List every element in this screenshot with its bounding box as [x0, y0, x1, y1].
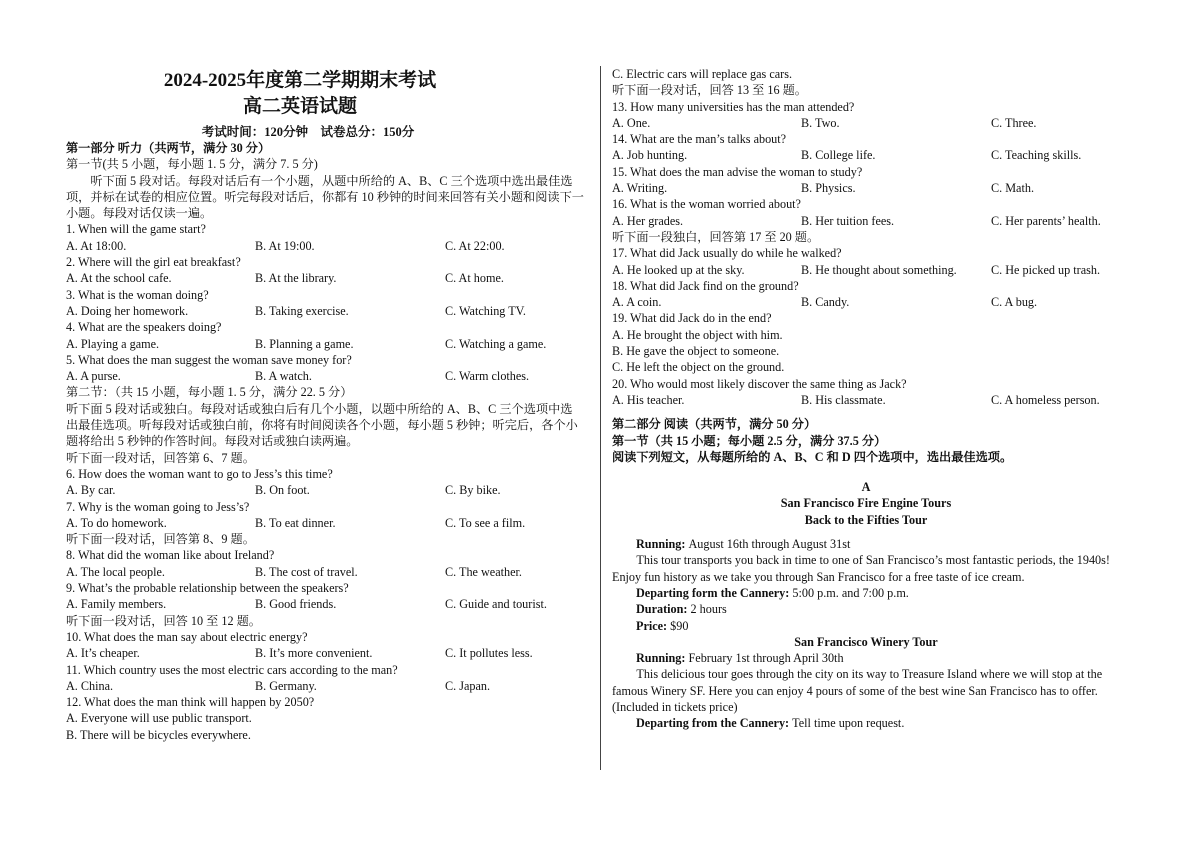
departing-value: 5:00 p.m. and 7:00 p.m.	[792, 585, 909, 600]
option-c: C. Teaching skills.	[991, 148, 1082, 163]
right-column	[612, 66, 1120, 732]
option-b: B. Her tuition fees.	[801, 213, 895, 228]
option-a: A. One.	[612, 115, 651, 130]
option-a: A. Writing.	[612, 181, 668, 196]
options-18	[612, 294, 1120, 310]
option-b: B. He gave the object to someone.	[612, 344, 780, 359]
option-c: C. Watching a game.	[445, 336, 547, 351]
option-c: C. Math.	[991, 181, 1034, 196]
option-b: B. Taking exercise.	[255, 303, 349, 318]
option-c: C. At 22:00.	[445, 238, 505, 253]
options-16	[612, 213, 1120, 229]
option-a: A. He looked up at the sky.	[612, 262, 745, 277]
option-b: B. Germany.	[255, 678, 317, 693]
question-8: 8. What did the woman like about Ireland?	[66, 548, 275, 563]
departing-label: Departing from the Cannery:	[636, 716, 790, 731]
options-10	[66, 645, 590, 661]
option-c: C. Watching TV.	[445, 303, 526, 318]
option-a: A. Job hunting.	[612, 148, 688, 163]
question-11: 11. Which country uses the most electric cars according to the man?	[66, 662, 398, 677]
option-a: A. A coin.	[612, 295, 662, 310]
option-a: A. Doing her homework.	[66, 303, 189, 318]
question-13: 13. How many universities has the man attended?	[612, 99, 855, 114]
part2-section1-heading: 第一节（共 15 小题；每小题 2.5 分，满分 37.5 分）	[612, 433, 887, 448]
option-c: C. A homeless person.	[991, 392, 1100, 407]
option-a: A. By car.	[66, 483, 116, 498]
options-13	[612, 115, 1120, 131]
option-b: B. There will be bicycles everywhere.	[66, 727, 251, 742]
option-a: A. At 18:00.	[66, 238, 127, 253]
option-b: B. Physics.	[801, 181, 856, 196]
option-b: B. At the library.	[255, 271, 337, 286]
running-value: August 16th through August 31st	[688, 537, 851, 552]
option-a: A. Her grades.	[612, 213, 684, 228]
exam-title: 2024-2025年度第二学期期末考试	[163, 70, 437, 91]
option-b: B. On foot.	[255, 483, 310, 498]
tour1-running	[612, 536, 1120, 552]
option-a: A. To do homework.	[66, 515, 167, 530]
section2-instructions-a: 听下面 5 段对话或独白。每段对话或独白后有几个小题，以题中所给的 A、B、C 三个选项中选	[66, 401, 573, 416]
tour2-departing	[612, 715, 1120, 731]
options-17	[612, 262, 1120, 278]
option-a: A. His teacher.	[612, 392, 685, 407]
tour2-description: This delicious tour goes through the city on its way to Treasure Island where we will stop at the famous Winery SF. Here you can enjoy 4 pours of some of the best wine San Francisco has to offer. (Included in tickets price)	[612, 667, 1103, 714]
directions-13-16: 听下面一段对话，回答 13 至 16 题。	[612, 83, 807, 98]
directions-6-7: 听下面一段对话，回答第 6、7 题。	[66, 450, 255, 465]
tour2-name: San Francisco Winery Tour	[794, 634, 938, 649]
question-6: 6. How does the woman want to go to Jess’s this time?	[66, 466, 333, 481]
question-10: 10. What does the man say about electric energy?	[66, 629, 308, 644]
duration-value: 2 hours	[690, 602, 727, 617]
section1-heading: 第一节(共 5 小题，每小题 1. 5 分，满分 7. 5 分)	[66, 157, 318, 172]
option-a: A. Everyone will use public transport.	[66, 711, 252, 726]
passage-letter: A	[861, 480, 871, 495]
departing-label: Departing form the Cannery:	[636, 585, 790, 600]
option-a: A. He brought the object with him.	[612, 327, 783, 342]
option-b: B. It’s more convenient.	[255, 646, 373, 661]
options-7	[66, 515, 590, 531]
price-value: $90	[670, 618, 689, 633]
question-7: 7. Why is the woman going to Jess’s?	[66, 499, 250, 514]
question-16: 16. What is the woman worried about?	[612, 197, 801, 212]
option-c: C. Three.	[991, 115, 1037, 130]
option-a: A. A purse.	[66, 369, 121, 384]
option-c: C. A bug.	[991, 295, 1038, 310]
option-b: B. College life.	[801, 148, 876, 163]
options-20	[612, 392, 1120, 408]
option-c: C. To see a film.	[445, 515, 526, 530]
options-15	[612, 180, 1120, 196]
question-14: 14. What are the man’s talks about?	[612, 132, 787, 147]
part2-instructions: 阅读下列短文，从每题所给的 A、B、C 和 D 四个选项中，选出最佳选项。	[612, 449, 1013, 464]
tour1-description: This tour transports you back in time to one of San Francisco’s most fantastic periods, the 1940s! Enjoy fun history as we take you through San Francisco for a free taste of ice cream.	[612, 553, 1110, 584]
question-12: 12. What does the man think will happen by 2050?	[66, 695, 315, 710]
option-a: A. At the school cafe.	[66, 271, 172, 286]
section2-heading: 第二节：（共 15 小题，每小题 1. 5 分，满分 22. 5 分）	[66, 385, 353, 400]
options-11	[66, 678, 590, 694]
duration-label: Duration:	[636, 602, 688, 617]
question-15: 15. What does the man advise the woman to study?	[612, 164, 863, 179]
question-18: 18. What did Jack find on the ground?	[612, 278, 799, 293]
running-label: Running:	[636, 537, 686, 552]
options-14	[612, 147, 1120, 163]
option-a: A. The local people.	[66, 564, 165, 579]
option-b: B. Candy.	[801, 295, 850, 310]
options-9	[66, 596, 590, 612]
options-4	[66, 336, 590, 352]
tour1-departing	[612, 585, 1120, 601]
part1-heading: 第一部分 听力（共两节，满分 30 分）	[66, 141, 271, 155]
exam-meta: 考试时间：120分钟 试卷总分：150分	[201, 125, 415, 139]
directions-8-9: 听下面一段对话，回答第 8、9 题。	[66, 532, 255, 547]
question-20: 20. Who would most likely discover the same thing as Jack?	[612, 376, 907, 391]
spacer	[612, 465, 1120, 479]
option-c: C. Guide and tourist.	[445, 597, 547, 612]
price-label: Price:	[636, 618, 668, 633]
option-b: B. The cost of travel.	[255, 564, 358, 579]
directions-10-12: 听下面一段对话，回答 10 至 12 题。	[66, 613, 261, 628]
question-1: 1. When will the game start?	[66, 222, 206, 237]
option-c: C. He left the object on the ground.	[612, 360, 785, 375]
tour1-name: Back to the Fifties Tour	[804, 512, 928, 527]
options-1	[66, 238, 590, 254]
question-3: 3. What is the woman doing?	[66, 287, 209, 302]
option-c: C. Her parents’ health.	[991, 213, 1101, 228]
option-b: B. To eat dinner.	[255, 515, 336, 530]
option-b: B. His classmate.	[801, 392, 886, 407]
option-c: C. By bike.	[445, 483, 501, 498]
running-label: Running:	[636, 651, 686, 666]
option-b: B. At 19:00.	[255, 238, 315, 253]
options-5	[66, 368, 590, 384]
option-b: B. Good friends.	[255, 597, 337, 612]
spacer	[612, 408, 1120, 416]
running-value: February 1st through April 30th	[688, 651, 844, 666]
option-b: B. Planning a game.	[255, 336, 354, 351]
option-c: C. Japan.	[445, 678, 491, 693]
option-c: C. He picked up trash.	[991, 262, 1100, 277]
option-a: A. China.	[66, 678, 114, 693]
tour1-duration	[612, 601, 1120, 617]
question-19: 19. What did Jack do in the end?	[612, 311, 772, 326]
option-c: C. The weather.	[445, 564, 522, 579]
directions-17-20: 听下面一段独白，回答第 17 至 20 题。	[612, 229, 820, 244]
option-a: A. Playing a game.	[66, 336, 160, 351]
option-b: B. He thought about something.	[801, 262, 957, 277]
options-3	[66, 303, 590, 319]
departing-value: Tell time upon request.	[792, 716, 905, 731]
option-a: A. Family members.	[66, 597, 167, 612]
tour1-price	[612, 618, 1120, 634]
spacer	[612, 528, 1120, 536]
left-column	[66, 66, 590, 743]
question-9: 9. What’s the probable relationship between the speakers?	[66, 581, 349, 596]
tour2-running	[612, 650, 1120, 666]
option-b: B. Two.	[801, 115, 840, 130]
question-5: 5. What does the man suggest the woman save money for?	[66, 352, 352, 367]
options-8	[66, 564, 590, 580]
part2-heading: 第二部分 阅读（共两节，满分 50 分）	[612, 417, 817, 432]
question-2: 2. Where will the girl eat breakfast?	[66, 255, 241, 270]
options-2	[66, 270, 590, 286]
section1-instructions: 听下面 5 段对话。每段对话后有一个小题，从题中所给的 A、B、C 三个选项中选出最佳选项，并标在试卷的相应位置。听完每段对话后，你都有 10 秒钟的时间来回答有关小题和阅读下一小题。每段对话仅读一遍。	[66, 173, 584, 221]
option-a: A. It’s cheaper.	[66, 646, 140, 661]
option-c: C. At home.	[445, 271, 504, 286]
question-4: 4. What are the speakers doing?	[66, 320, 222, 335]
option-b: B. A watch.	[255, 369, 312, 384]
exam-subtitle: 高二英语试题	[242, 96, 357, 117]
column-divider	[600, 66, 601, 770]
options-6	[66, 482, 590, 498]
question-17: 17. What did Jack usually do while he walked?	[612, 246, 842, 261]
option-c: C. Electric cars will replace gas cars.	[612, 67, 793, 81]
option-c: C. It pollutes less.	[445, 646, 533, 661]
option-c: C. Warm clothes.	[445, 369, 530, 384]
passage-title: San Francisco Fire Engine Tours	[780, 496, 952, 511]
section2-instructions-b: 出最佳选项。听每段对话或独白前，你将有时间阅读各个小题，每小题 5 秒钟；听完后，各个小题将给出 5 秒钟的作答时间。每段对话或独白读两遍。	[66, 418, 578, 449]
